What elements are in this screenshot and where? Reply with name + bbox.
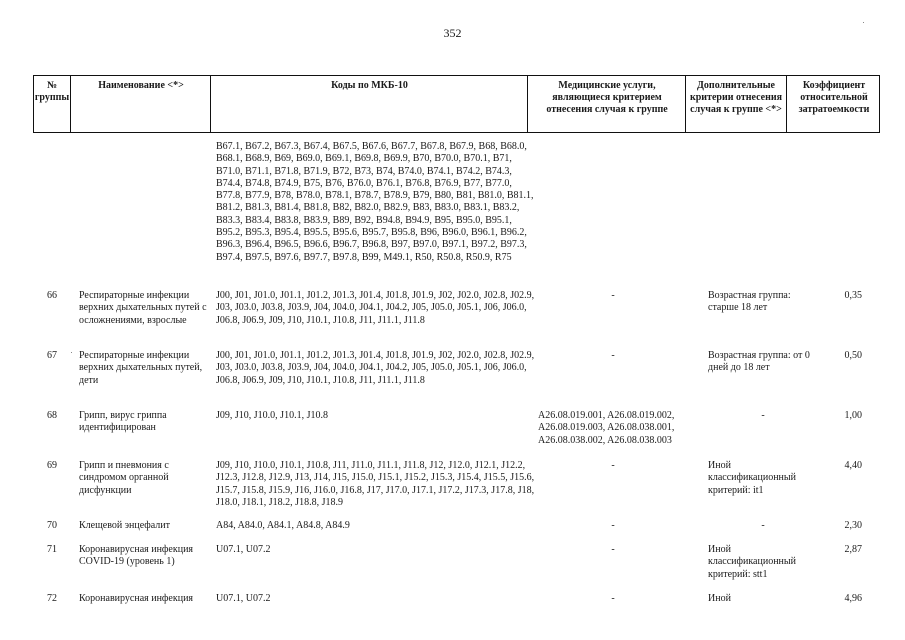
coefficient-cell: 2,30: [844, 520, 862, 531]
coefficient-cell: 0,50: [844, 350, 862, 361]
header-codes: Коды по МКБ-10: [331, 80, 408, 91]
group-number: 71: [47, 544, 57, 555]
column-divider: [527, 76, 528, 132]
header-name: Наименование <*>: [98, 80, 184, 91]
scan-speck: [71, 352, 72, 353]
services-cell: -: [611, 593, 615, 604]
group-number: 67: [47, 350, 57, 361]
codes-cell: J00, J01, J01.0, J01.1, J01.2, J01.3, J01.4, J01.8, J01.9, J02, J02.0, J02.8, J02.9, J03, J03.0, J03.8, J03.9, J04, J04.0, J04.1, J04.2, J05, J05.0, J05.1, J06, J06.0, J06.8, J06.9, J09, J10, J10.1, J10.8, J11, J11.1, J11.8: [216, 350, 535, 386]
group-name: Коронавирусная инфекция COVID-19 (уровень 1): [79, 544, 194, 568]
coefficient-cell: 0,35: [844, 290, 862, 301]
extra-criteria-cell: Возрастная группа: от 0 дней до 18 лет: [708, 350, 810, 374]
codes-cell: U07.1, U07.2: [216, 593, 271, 604]
extra-criteria-cell: Иной классификационный критерий: stt1: [708, 544, 796, 580]
coefficient-cell: 4,96: [844, 593, 862, 604]
extra-criteria-cell: -: [761, 410, 765, 421]
group-number: 70: [47, 520, 57, 531]
group-name: Клещевой энцефалит: [79, 520, 171, 531]
services-cell: A26.08.019.001, A26.08.019.002, A26.08.019.003, A26.08.038.001, A26.08.038.002, A26.08.038.003: [538, 410, 675, 446]
codes-cell: J09, J10, J10.0, J10.1, J10.8: [216, 410, 328, 421]
column-divider: [786, 76, 787, 132]
column-divider: [70, 76, 71, 132]
services-cell: -: [611, 520, 615, 531]
header-extra: Дополнительные критерии отнесения случая к группе <*>: [689, 80, 783, 115]
services-cell: -: [611, 350, 615, 361]
column-divider: [210, 76, 211, 132]
services-cell: -: [611, 544, 615, 555]
header-services: Медицинские услуги, являющиеся критерием отнесения случая к группе: [546, 80, 668, 115]
table-header: [33, 75, 880, 133]
group-name: Респираторные инфекции верхних дыхательных путей, дети: [79, 350, 203, 386]
services-cell: -: [611, 290, 615, 301]
coefficient-cell: 4,40: [844, 460, 862, 471]
group-number: 66: [47, 290, 57, 301]
scan-speck: [863, 22, 864, 23]
header-coef: Коэффициент относительной затратоемкости: [798, 80, 870, 115]
codes-cell: A84, A84.0, A84.1, A84.8, A84.9: [216, 520, 350, 531]
codes-cell: U07.1, U07.2: [216, 544, 271, 555]
extra-criteria-cell: Иной: [708, 593, 731, 604]
group-number: 72: [47, 593, 57, 604]
page-number: 352: [443, 26, 462, 40]
group-name: Грипп и пневмония с синдромом органной дисфункции: [79, 460, 169, 496]
header-group-no: № группы: [34, 80, 70, 103]
group-number: 69: [47, 460, 57, 471]
extra-criteria-cell: Иной классификационный критерий: it1: [708, 460, 796, 496]
group-name: Коронавирусная инфекция: [79, 593, 194, 604]
group-number: 68: [47, 410, 57, 421]
coefficient-cell: 2,87: [844, 544, 862, 555]
codes-cell: J09, J10, J10.0, J10.1, J10.8, J11, J11.0, J11.1, J11.8, J12, J12.0, J12.1, J12.2, J12.3, J12.8, J12.9, J13, J14, J15, J15.0, J15.1, J15.2, J15.3, J15.4, J15.5, J15.6, J15.7, J15.8, J15.9, J16, J16.0, J16.8, J17, J17.0, J17.1, J17.2, J17.3, J17.8, J18, J18.0, J18.1, J18.2, J18.8, J18.9: [216, 460, 535, 508]
extra-criteria-cell: -: [761, 520, 765, 531]
extra-criteria-cell: Возрастная группа: старше 18 лет: [708, 290, 791, 314]
codes-cell: B67.1, B67.2, B67.3, B67.4, B67.5, B67.6, B67.7, B67.8, B67.9, B68, B68.0, B68.1, B68.9, B69, B69.0, B69.1, B69.8, B69.9, B70, B70.0, B70.1, B71, B71.0, B71.1, B71.8, B71.9, B72, B73, B74, B74.0, B74.1, B74.2, B74.3, B74.4, B74.8, B74.9, B75, B76, B76.0, B76.1, B76.8, B76.9, B77, B77.0, B77.8, B77.9, B78, B78.0, B78.1, B78.7, B78.9, B79, B80, B81, B81.0, B81.1, B81.2, B81.3, B81.4, B81.8, B82, B82.0, B82.9, B83, B83.0, B83.1, B83.2, B83.3, B83.4, B83.8, B83.9, B89, B92, B94.8, B94.9, B95, B95.0, B95.1, B95.2, B95.3, B95.4, B95.5, B95.6, B95.7, B95.8, B96, B96.0, B96.1, B96.2, B96.3, B96.4, B96.5, B96.6, B96.7, B96.8, B97, B97.0, B97.1, B97.2, B97.3, B97.4, B97.5, B97.6, B97.7, B97.8, B99, M49.1, R50, R50.8, R50.9, R75: [216, 141, 534, 263]
codes-cell: J00, J01, J01.0, J01.1, J01.2, J01.3, J01.4, J01.8, J01.9, J02, J02.0, J02.8, J02.9, J03, J03.0, J03.8, J03.9, J04, J04.0, J04.1, J04.2, J05, J05.0, J05.1, J06, J06.0, J06.8, J06.9, J09, J10, J10.1, J10.8, J11, J11.1, J11.8: [216, 290, 535, 326]
services-cell: -: [611, 460, 615, 471]
column-divider: [685, 76, 686, 132]
group-name: Респираторные инфекции верхних дыхательных путей с осложнениями, взрослые: [79, 290, 207, 326]
group-name: Грипп, вирус гриппа идентифицирован: [79, 410, 167, 434]
coefficient-cell: 1,00: [844, 410, 862, 421]
